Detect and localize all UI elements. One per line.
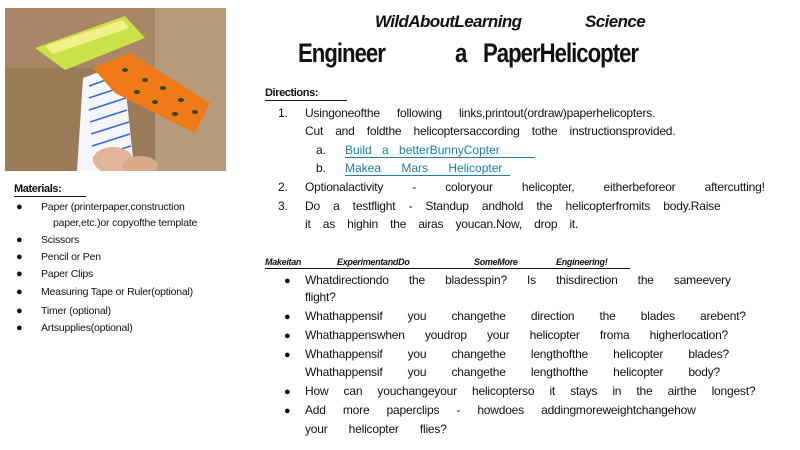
question-4-line2: Whathappensif you changethe lengthofthe helicopter body? — [305, 365, 721, 379]
experiment-heading-3: SomeMore — [474, 257, 518, 267]
bullet: ● — [16, 234, 23, 246]
helicopter-photo — [5, 8, 226, 171]
bullet: ● — [16, 201, 23, 213]
material-paper-cont: paper,etc.)or copyofthe template — [53, 217, 198, 229]
link-underline — [345, 157, 535, 158]
bullet: ● — [284, 275, 291, 287]
material-pencil: Pencil or Pen — [41, 251, 101, 263]
materials-underline — [14, 196, 86, 197]
brand-name: WildAboutLearning — [375, 12, 522, 31]
question-3: Whathappenswhen youdrop your helicopter froma higherlocation? — [305, 328, 729, 342]
question-2: Whathappensif you changethe direction the blades arebent? — [305, 309, 746, 323]
question-4-line1: Whathappensif you changethe lengthofthe helicopter blades? — [305, 347, 729, 361]
bullet: ● — [16, 305, 23, 317]
material-scissors: Scissors — [41, 234, 80, 246]
step1-line1: Usingoneofthe following links,printout(ordraw)paperhelicopters. — [305, 106, 656, 120]
bullet: ● — [284, 405, 291, 417]
question-1-line1: Whatdirectiondo the bladesspin? Is thisdirection the sameevery — [305, 273, 731, 287]
bullet: ● — [16, 251, 23, 263]
bullet: ● — [16, 322, 23, 334]
question-5: How can youchangeyour helicopterso it stays in the airthe longest? — [305, 384, 756, 398]
material-timer: Timer (optional) — [41, 305, 111, 317]
bunnycopter-link[interactable]: Build a betterBunnyCopter — [345, 143, 500, 157]
step3-line1: Do a testflight - Standup andhold the helicopterfromits body.Raise — [305, 199, 721, 213]
material-tape: Measuring Tape or Ruler(optional) — [41, 286, 193, 298]
step1-line2: Cut and foldthe helicoptersaccording tothe instructionsprovided. — [305, 124, 676, 138]
question-6-line1: Add more paperclips - howdoes addingmoreweightchangehow — [305, 403, 696, 417]
title-word-1: Engineer — [298, 38, 385, 68]
directions-underline — [265, 100, 347, 101]
step-number: 3. — [278, 199, 288, 213]
experiment-heading-2: ExperimentandDo — [337, 257, 410, 267]
bullet: ● — [284, 349, 291, 361]
title-word-2: a — [455, 38, 467, 68]
bullet: ● — [284, 311, 291, 323]
step-number: 1. — [278, 106, 288, 120]
link-marker: b. — [316, 161, 326, 175]
step3-line2: it as highin the airas youcan.Now, drop it. — [305, 217, 579, 231]
experiment-heading-4: Engineering! — [556, 257, 608, 267]
material-paper: Paper (printerpaper,construction — [41, 201, 185, 213]
step-number: 2. — [278, 180, 288, 194]
bullet: ● — [284, 330, 291, 342]
materials-heading: Materials: — [14, 183, 62, 195]
experiment-underline — [265, 268, 630, 269]
directions-heading: Directions: — [265, 87, 319, 99]
question-1-line2: flight? — [305, 290, 336, 304]
experiment-heading-1: Makeitan — [265, 257, 302, 267]
step2-text: Optionalactivity - coloryour helicopter, eitherbeforeor aftercutting! — [305, 180, 765, 194]
bullet: ● — [16, 286, 23, 298]
worksheet-header — [373, 12, 673, 34]
material-clips: Paper Clips — [41, 268, 94, 280]
link-underline — [345, 175, 510, 176]
bullet: ● — [16, 268, 23, 280]
mars-helicopter-link[interactable]: Makea Mars Helicopter — [345, 161, 503, 175]
link-marker: a. — [316, 143, 326, 157]
bullet: ● — [284, 386, 291, 398]
material-artsupplies: Artsupplies(optional) — [41, 322, 133, 334]
title-word-3: PaperHelicopter — [483, 38, 639, 68]
subject-label: Science — [585, 12, 646, 31]
question-6-line2: your helicopter flies? — [305, 422, 447, 436]
